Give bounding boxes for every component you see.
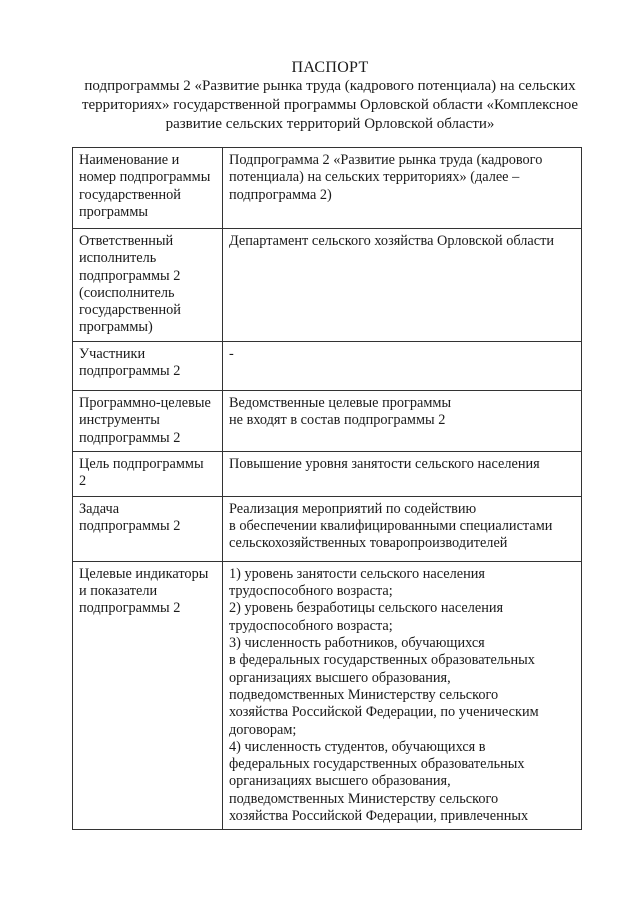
passport-table [72, 147, 582, 830]
table-row [73, 391, 582, 452]
row-value-task: Реализация мероприятий по содействию в обеспечении квалифицированными специалистами сельскохозяйственных товаропроизводителей [223, 496, 582, 561]
row-value-executor: Департамент сельского хозяйства Орловской области [223, 229, 582, 342]
table-row [73, 342, 582, 391]
table-row [73, 229, 582, 342]
document-title: ПАСПОРТ [291, 59, 369, 76]
row-value-name: Подпрограмма 2 «Развитие рынка труда (кадрового потенциала) на сельских территориях» (далее – подпрограмма 2) [223, 148, 582, 229]
row-value-goal: Повышение уровня занятости сельского населения [223, 451, 582, 496]
document-subtitle: подпрограммы 2 «Развитие рынка труда (кадрового потенциала) на сельских территориях» государственной программы Орловской области «Комплексное развитие сельских территорий Орловской области» [81, 78, 579, 132]
row-label-task: Задача подпрограммы 2 [73, 496, 223, 561]
row-label-participants: Участники подпрограммы 2 [73, 342, 223, 391]
table-row [73, 148, 582, 229]
table-row [73, 496, 582, 561]
table-row [73, 451, 582, 496]
row-label-executor: Ответственный исполнитель подпрограммы 2 (соисполнитель государственной программы) [73, 229, 223, 342]
row-label-instruments: Программно-целевые инструменты подпрограммы 2 [73, 391, 223, 452]
row-label-indicators: Целевые индикаторы и показатели подпрограммы 2 [73, 561, 223, 829]
row-label-goal: Цель подпрограммы 2 [73, 451, 223, 496]
row-label-name: Наименование и номер подпрограммы государственной программы [73, 148, 223, 229]
row-value-instruments: Ведомственные целевые программы не входят в состав подпрограммы 2 [223, 391, 582, 452]
row-value-indicators: 1) уровень занятости сельского населения трудоспособного возраста; 2) уровень безработицы сельского населения трудоспособного возраста; 3) численность работников, обучающихся в федеральных государственных образовательных организациях высшего образования, подведомственных Министерству сельского хозяйства Российской Федерации, по ученическим договорам; 4) численность студентов, обучающихся в федеральных государственных образовательных организациях высшего образования, подведомственных Министерству сельского хозяйства Российской Федерации, привлеченных [223, 561, 582, 829]
row-value-participants: - [223, 342, 582, 391]
document-header [60, 58, 600, 134]
table-row [73, 561, 582, 829]
